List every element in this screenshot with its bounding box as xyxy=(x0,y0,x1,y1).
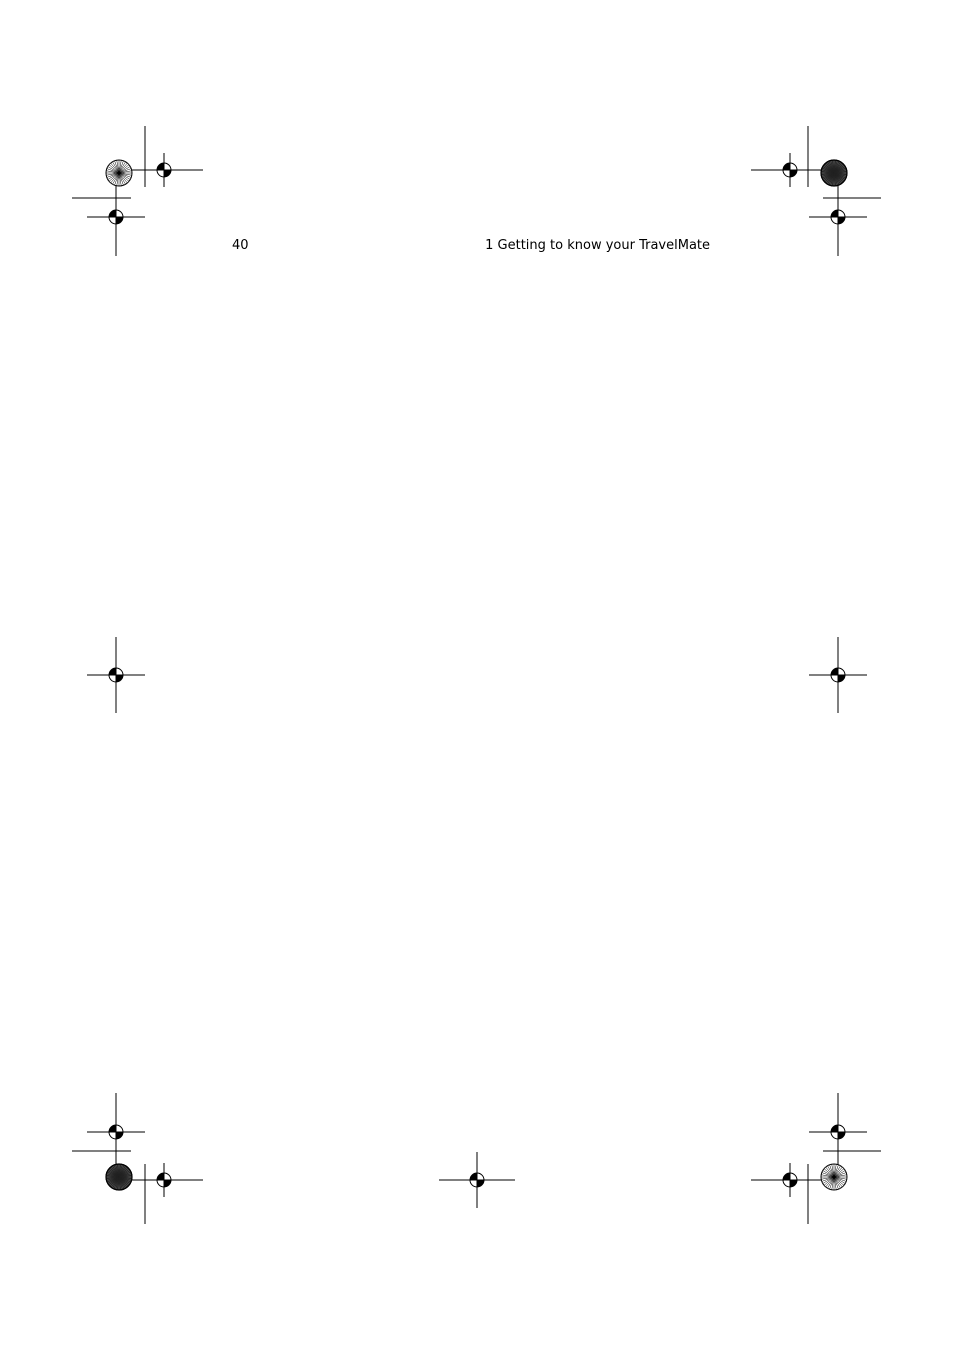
registration-mark-icon xyxy=(809,178,867,256)
registration-mark-icon xyxy=(87,178,145,256)
running-header: 1 Getting to know your TravelMate xyxy=(485,238,710,253)
starburst-target-icon xyxy=(106,160,132,186)
registration-mark-icon xyxy=(87,1093,145,1171)
registration-mark-icon xyxy=(809,637,867,713)
color-targets xyxy=(106,160,847,1190)
dark-target-icon xyxy=(821,160,847,186)
registration-mark-icon xyxy=(439,1152,515,1208)
registration-mark-icon xyxy=(87,637,145,713)
registration-mark-icon xyxy=(125,153,203,187)
starburst-target-icon xyxy=(821,1164,847,1190)
page-number: 40 xyxy=(232,238,249,253)
crop-lines xyxy=(72,126,881,1224)
registration-mark-icon xyxy=(125,1163,203,1197)
registration-mark-icon xyxy=(809,1093,867,1171)
registration-mark-icon xyxy=(751,1163,829,1197)
dark-target-icon xyxy=(106,1164,132,1190)
registration-mark-icon xyxy=(751,153,829,187)
registration-marks xyxy=(87,153,867,1208)
